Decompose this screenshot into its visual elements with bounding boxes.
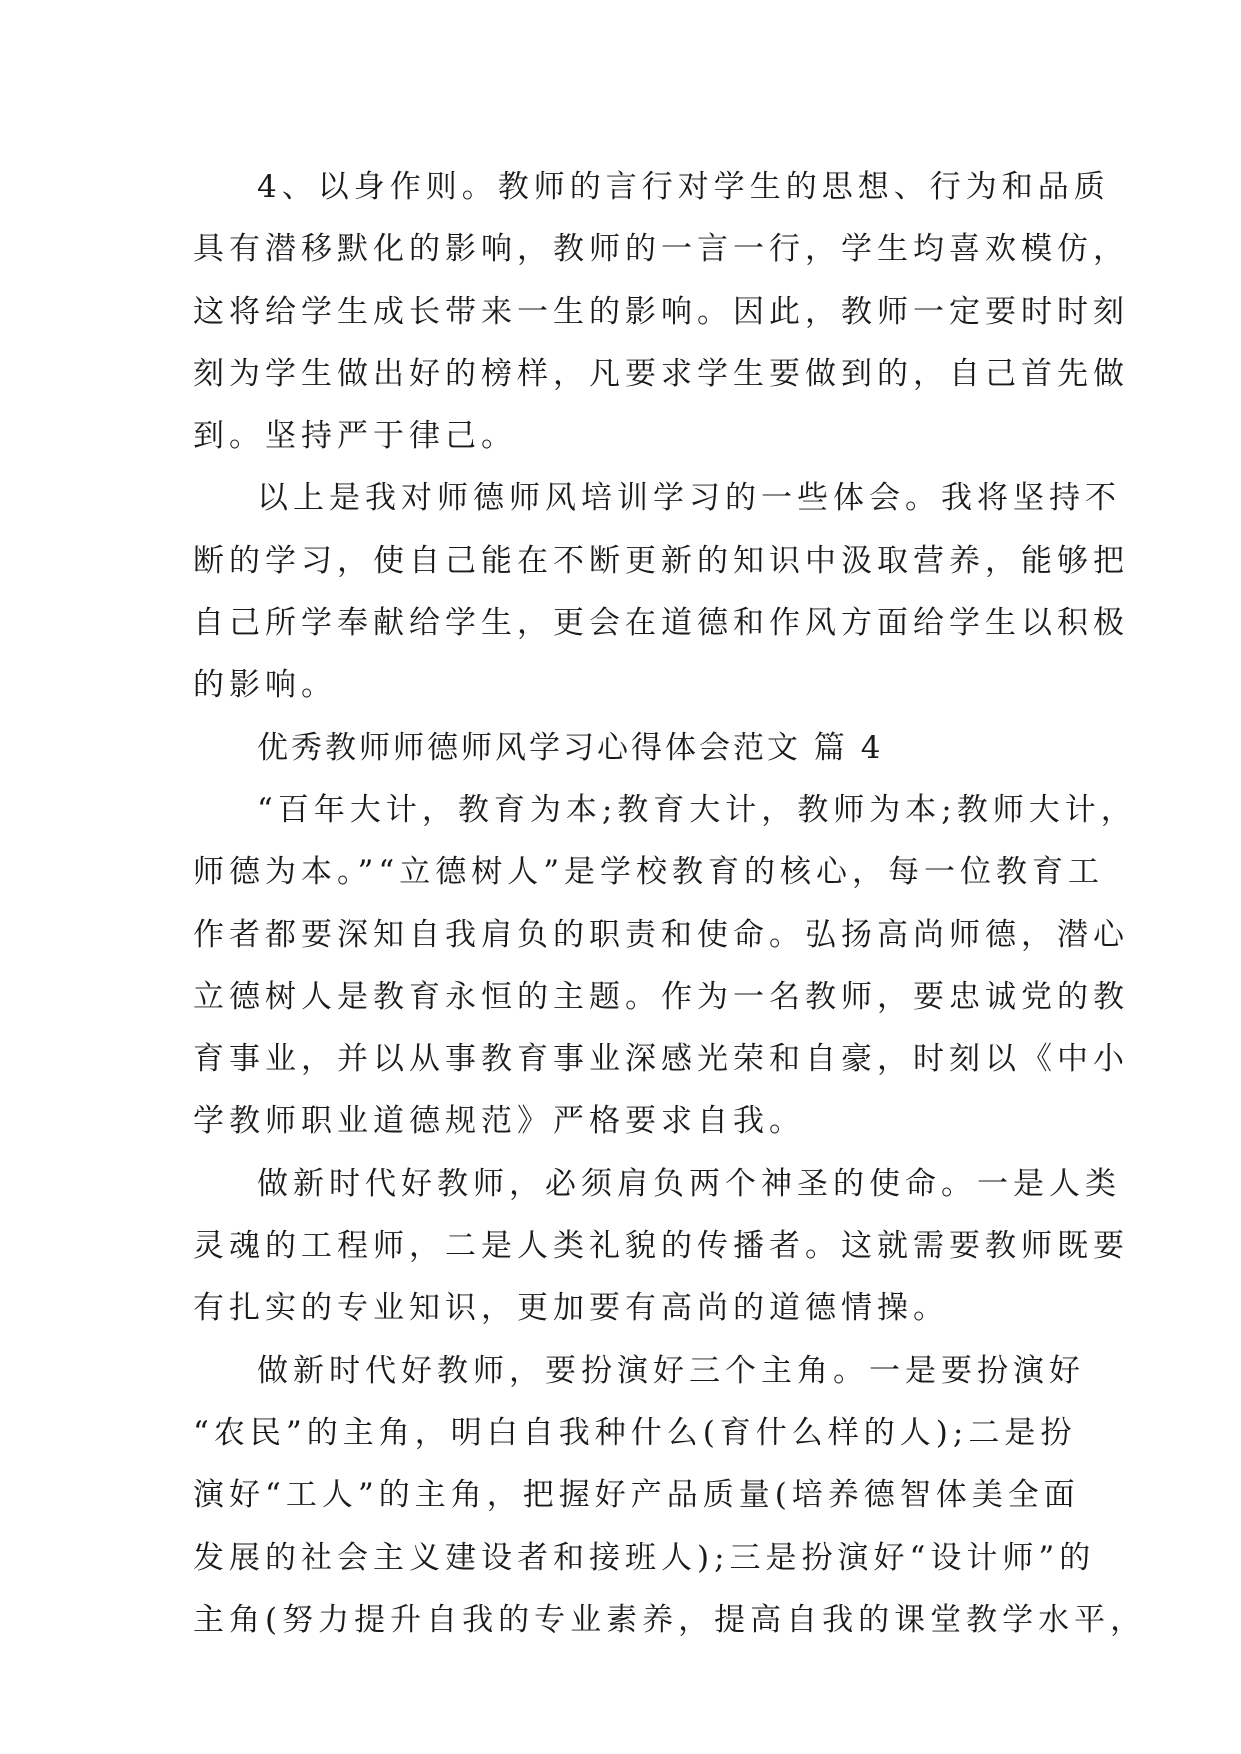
paragraph-line: 到。坚持严于律己。 [193, 418, 517, 455]
paragraph-line: 自己所学奉献给学生，更会在道德和作风方面给学生以积极 [193, 605, 1129, 642]
paragraph-line: 4、以身作则。教师的言行对学生的思想、行为和品质 [257, 169, 1110, 205]
paragraph-line: “百年大计，教育为本;教育大计，教师为本;教师大计， [257, 791, 1137, 828]
paragraph-line: 作者都要深知自我肩负的职责和使命。弘扬高尚师德，潜心 [193, 916, 1129, 953]
paragraph-line: 灵魂的工程师，二是人类礼貌的传播者。这就需要教师既要 [193, 1228, 1129, 1265]
paragraph-line: 以上是我对师德师风培训学习的一些体会。我将坚持不 [257, 480, 1121, 517]
document-body [193, 156, 1147, 1651]
paragraph-line: 演好“工人”的主角，把握好产品质量(培养德智体美全面 [193, 1477, 1080, 1514]
paragraph-line: 学教师职业道德规范》严格要求自我。 [193, 1103, 805, 1140]
paragraph-summary [193, 467, 1129, 716]
section-heading-text: 优秀教师师德师风学习心得体会范文 篇 4 [257, 729, 884, 766]
paragraph-line: 这将给学生成长带来一生的影响。因此，教师一定要时时刻 [193, 293, 1129, 330]
paragraph-line: 刻为学生做出好的榜样，凡要求学生要做到的，自己首先做 [193, 355, 1129, 392]
paragraph-line: 立德树人是教育永恒的主题。作为一名教师，要忠诚党的教 [193, 978, 1129, 1015]
paragraph-virtue-foundation [193, 779, 1137, 1153]
paragraph-line: 发展的社会主义建设者和接班人);三是扮演好“设计师”的 [193, 1539, 1096, 1576]
paragraph-line: 断的学习，使自己能在不断更新的知识中汲取营养，能够把 [193, 542, 1129, 579]
paragraph-line: 的影响。 [193, 667, 337, 704]
paragraph-lead-by-example [193, 156, 1129, 467]
paragraph-line: 做新时代好教师，要扮演好三个主角。一是要扮演好 [257, 1352, 1085, 1389]
section-heading [193, 717, 1073, 779]
paragraph-line: 师德为本。”“立德树人”是学校教育的核心，每一位教育工 [193, 854, 1105, 891]
paragraph-three-roles [193, 1340, 1147, 1651]
paragraph-two-missions [193, 1153, 1129, 1340]
paragraph-line: 有扎实的专业知识，更加要有高尚的道德情操。 [193, 1290, 949, 1327]
paragraph-line: “农民”的主角，明白自我种什么(育什么样的人);二是扮 [193, 1414, 1077, 1451]
paragraph-line: 育事业，并以从事教育事业深感光荣和自豪，时刻以《中小 [193, 1041, 1129, 1078]
paragraph-line: 做新时代好教师，必须肩负两个神圣的使命。一是人类 [257, 1165, 1121, 1202]
paragraph-line: 具有潜移默化的影响，教师的一言一行，学生均喜欢模仿， [193, 231, 1129, 268]
paragraph-line: 主角(努力提升自我的专业素养，提高自我的课堂教学水平， [193, 1601, 1147, 1638]
